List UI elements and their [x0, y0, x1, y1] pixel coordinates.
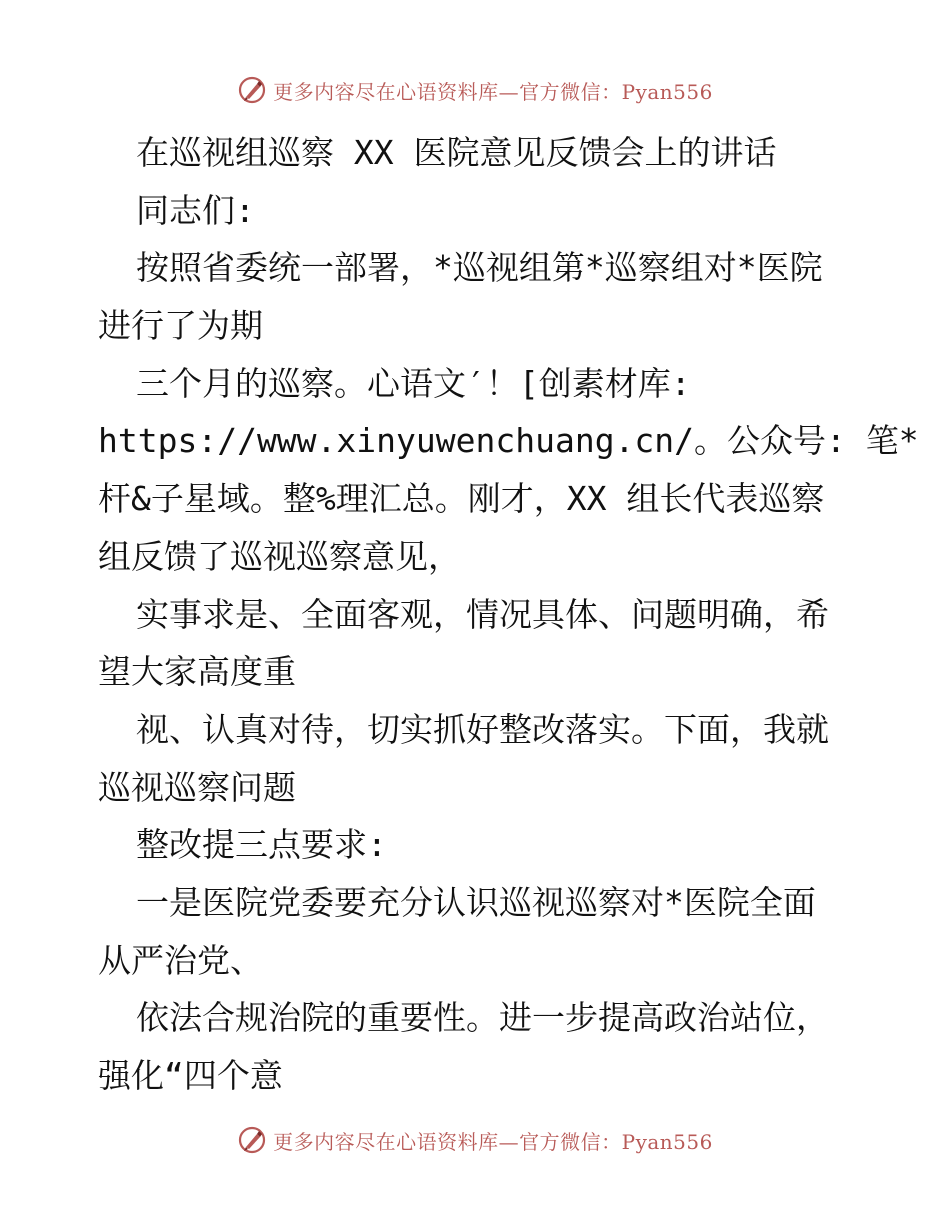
text-line: 整改提三点要求: — [136, 825, 387, 865]
text-line: 进行了为期 — [98, 306, 263, 346]
document-body — [98, 124, 919, 1105]
footer-watermark — [0, 1120, 950, 1160]
pen-logo-icon — [237, 1125, 267, 1155]
text-line: 杆&子星域。整%理汇总。刚才，XX 组长代表巡察 — [98, 479, 825, 519]
watermark-text: 更多内容尽在心语资料库—官方微信：Pyan556 — [273, 1129, 713, 1154]
text-line: 实事求是、全面客观，情况具体、问题明确，希 — [136, 594, 829, 634]
pen-logo-icon — [237, 75, 267, 105]
text-line: 一是医院党委要充分认识巡视巡察对*医院全面 — [136, 882, 816, 922]
header-watermark — [0, 70, 950, 110]
text-line: 依法合规治院的重要性。进一步提高政治站位， — [136, 998, 829, 1038]
text-line: https://www.xinyuwenchuang.cn/。公众号: 笔* — [98, 421, 919, 461]
text-line: 同志们: — [136, 190, 255, 230]
text-line: 视、认真对待，切实抓好整改落实。下面，我就 — [136, 709, 829, 749]
text-line: 在巡视组巡察 XX 医院意见反馈会上的讲话 — [136, 133, 777, 172]
text-line: 巡视巡察问题 — [98, 767, 296, 807]
text-line: 按照省委统一部署，*巡视组第*巡察组对*医院 — [136, 248, 823, 288]
watermark-text: 更多内容尽在心语资料库—官方微信：Pyan556 — [273, 79, 713, 104]
text-line: 组反馈了巡视巡察意见， — [98, 536, 461, 576]
text-line: 望大家高度重 — [98, 652, 296, 692]
text-line: 三个月的巡察。心语文′！[创素材库: — [136, 363, 691, 403]
text-line: 从严治党、 — [98, 940, 263, 980]
text-line: 强化“四个意 — [98, 1056, 283, 1095]
